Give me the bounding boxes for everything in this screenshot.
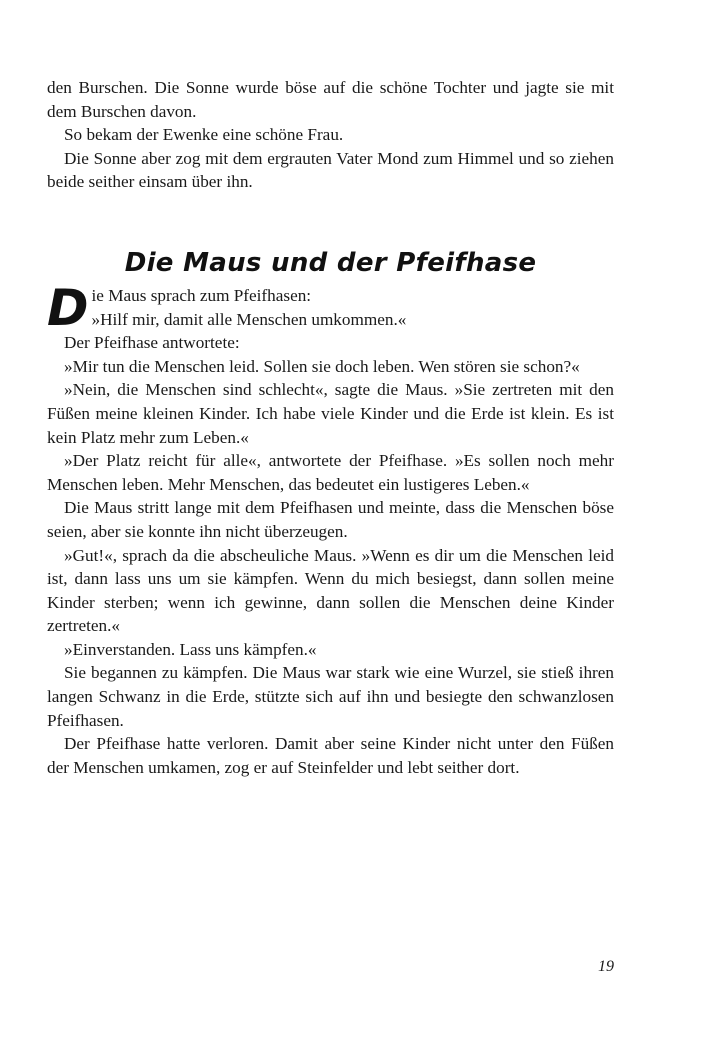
paragraph: »Einverstanden. Lass uns kämpfen.« <box>64 639 317 659</box>
book-page <box>47 76 614 779</box>
previous-story-ending <box>47 76 614 194</box>
paragraph: Sie begannen zu kämpfen. Die Maus war stark wie eine Wurzel, sie stieß ihren langen Schwanz in die Erde, stützte sich auf ihn und besiegte den schwanzlosen Pfeifhasen. <box>47 663 614 730</box>
page-number: 19 <box>598 958 614 975</box>
paragraph: Der Pfeifhase antwortete: <box>64 333 240 353</box>
opening-line: ie Maus sprach zum Pfeifhasen: <box>91 285 312 305</box>
paragraph: »Mir tun die Menschen leid. Sollen sie doch leben. Wen stören sie schon?« <box>64 356 580 376</box>
drop-cap: D <box>47 278 89 337</box>
paragraph: Die Maus stritt lange mit dem Pfeifhasen und meinte, dass die Menschen böse seien, aber sie konnte ihn nicht überzeugen. <box>47 498 614 541</box>
paragraph: »Nein, die Menschen sind schlecht«, sagte die Maus. »Sie zertreten mit den Füßen meine kleinen Kinder. Ich habe viele Kinder und die Erde ist klein. Es ist kein Platz mehr zum Leben.« <box>47 380 614 447</box>
opening-quote: »Hilf mir, damit alle Menschen umkommen.« <box>91 309 407 329</box>
paragraph: »Gut!«, sprach da die abscheuliche Maus. »Wenn es dir um die Menschen leid ist, dann lass uns um sie kämpfen. Wenn du mich besiegst, dann sollen meine Kinder sterben; wenn ich gewinne, dann sollen die Menschen deine Kinder zertreten.« <box>47 545 614 636</box>
paragraph: »Der Platz reicht für alle«, antwortete der Pfeifhase. »Es sollen noch mehr Menschen leben. Mehr Menschen, das bedeutet ein lustigeres Leben.« <box>47 451 614 494</box>
paragraph: den Burschen. Die Sonne wurde böse auf die schöne Tochter und jagte sie mit dem Burschen davon. <box>47 78 614 121</box>
story-title: Die Maus und der Pfeifhase <box>124 247 537 278</box>
story-body <box>47 278 614 779</box>
paragraph: Die Sonne aber zog mit dem ergrauten Vater Mond zum Himmel und so ziehen beide seither einsam über ihn. <box>47 148 614 192</box>
paragraph: Der Pfeifhase hatte verloren. Damit aber seine Kinder nicht unter den Füßen der Menschen umkamen, zog er auf Steinfelder und lebt seither dort. <box>47 734 614 777</box>
paragraph: So bekam der Ewenke eine schöne Frau. <box>64 125 344 145</box>
opening-paragraph <box>47 278 614 337</box>
